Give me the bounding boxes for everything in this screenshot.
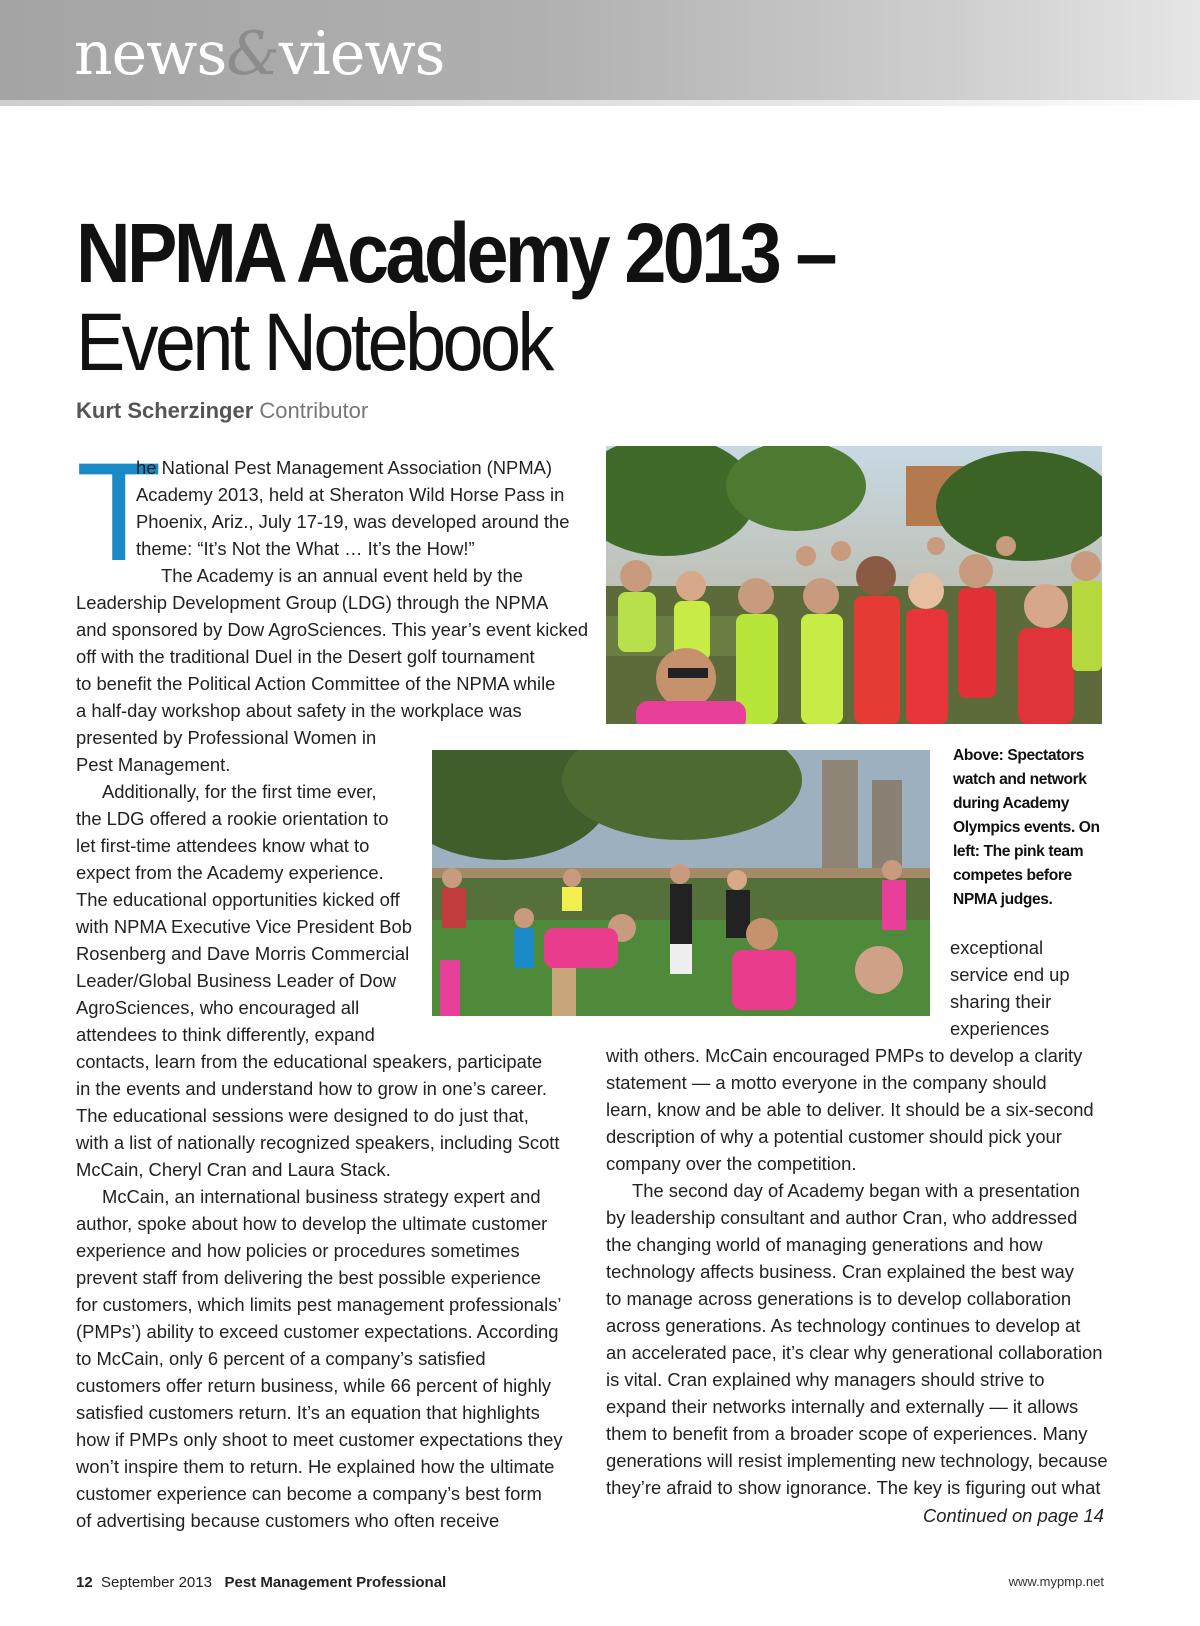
text-line: Rosenberg and Dave Morris Commercial xyxy=(76,943,410,964)
page-folio xyxy=(76,1572,446,1594)
text-line: the LDG offered a rookie orientation to xyxy=(76,808,389,829)
text-line: Additionally, for the first time ever, xyxy=(102,781,377,802)
photo-pink-team xyxy=(432,750,930,1016)
text-line: The educational opportunities kicked off xyxy=(76,889,400,910)
text-line: Academy 2013, held at Sheraton Wild Horse Pass in xyxy=(136,484,565,505)
text-line: expand their networks internally and externally — it allows xyxy=(606,1396,1079,1417)
text-line: off with the traditional Duel in the Desert golf tournament xyxy=(76,646,535,667)
text-line: McCain, Cheryl Cran and Laura Stack. xyxy=(76,1159,391,1180)
caption-line: Above: Spectators xyxy=(953,747,1084,764)
text-line: sharing their xyxy=(950,991,1052,1012)
website-url: www.mypmp.net xyxy=(1008,1574,1104,1589)
byline xyxy=(76,396,368,426)
photo-spectators-image xyxy=(606,446,1102,724)
text-line: an accelerated pace, it’s clear why generational collaboration xyxy=(606,1342,1103,1363)
text-line: experience and how policies or procedures sometimes xyxy=(76,1240,520,1261)
text-line: statement — a motto everyone in the company should xyxy=(606,1072,1047,1093)
text-line: contacts, learn from the educational speakers, participate xyxy=(76,1051,543,1072)
text-line: company over the competition. xyxy=(606,1153,857,1174)
text-line: Pest Management. xyxy=(76,754,231,775)
text-line: a half-day workshop about safety in the workplace was xyxy=(76,700,522,721)
publication-name: Pest Management Professional xyxy=(224,1574,447,1591)
text-line: The educational sessions were designed to do just that, xyxy=(76,1105,529,1126)
text-line: Leader/Global Business Leader of Dow xyxy=(76,970,396,991)
column-2-text-top xyxy=(950,934,1100,1042)
text-line: presented by Professional Women in xyxy=(76,727,377,748)
page-number: 12 xyxy=(76,1574,93,1591)
text-line: expect from the Academy experience. xyxy=(76,862,384,883)
text-line: satisfied customers return. It’s an equation that highlights xyxy=(76,1402,540,1423)
section-name xyxy=(74,20,444,88)
text-line: (PMPs’) ability to exceed customer expectations. According xyxy=(76,1321,559,1342)
text-line: technology affects business. Cran explained the best way xyxy=(606,1261,1074,1282)
section-word-news: news xyxy=(74,19,227,89)
text-line: for customers, which limits pest management professionals’ xyxy=(76,1294,562,1315)
text-line: and sponsored by Dow AgroSciences. This year’s event kicked xyxy=(76,619,589,640)
text-line: with others. McCain encouraged PMPs to develop a clarity xyxy=(606,1045,1083,1066)
text-line: generations will resist implementing new technology, because xyxy=(606,1450,1108,1471)
text-line: service end up xyxy=(950,964,1070,985)
text-line: customer experience can become a company’s best form xyxy=(76,1483,542,1504)
text-line: learn, know and be able to deliver. It should be a six-second xyxy=(606,1099,1094,1120)
drop-cap: T xyxy=(76,433,162,590)
caption-line: NPMA judges. xyxy=(953,891,1053,908)
text-line: of advertising because customers who often receive xyxy=(76,1510,500,1531)
photo-spectators xyxy=(606,446,1102,724)
continued-notice: Continued on page 14 xyxy=(923,1505,1104,1526)
text-line: in the events and understand how to grow in one’s career. xyxy=(76,1078,547,1099)
caption-line: competes before xyxy=(953,867,1072,884)
text-line: with NPMA Executive Vice President Bob xyxy=(76,916,412,937)
author-name: Kurt Scherzinger xyxy=(76,398,254,423)
text-line: Phoenix, Ariz., July 17-19, was developed around the xyxy=(136,511,570,532)
text-line: to benefit the Political Action Committee of the NPMA while xyxy=(76,673,556,694)
text-line: how if PMPs only shoot to meet customer expectations they xyxy=(76,1429,563,1450)
text-line: author, spoke about how to develop the ultimate customer xyxy=(76,1213,548,1234)
article-title: NPMA Academy 2013 – xyxy=(76,206,834,300)
caption-line: watch and network xyxy=(953,771,1087,788)
text-line: McCain, an international business strategy expert and xyxy=(102,1186,541,1207)
text-line: experiences xyxy=(950,1018,1050,1039)
caption-line: Olympics events. On xyxy=(953,819,1100,836)
text-line: to manage across generations is to develop collaboration xyxy=(606,1288,1072,1309)
photo-caption xyxy=(953,744,1100,912)
text-line: he National Pest Management Association (NPMA) xyxy=(136,457,553,478)
caption-line: during Academy xyxy=(953,795,1069,812)
text-line: customers offer return business, while 66 percent of highly xyxy=(76,1375,551,1396)
text-line: let first-time attendees know what to xyxy=(76,835,370,856)
section-ampersand: & xyxy=(226,19,279,89)
text-line: them to benefit from a broader scope of experiences. Many xyxy=(606,1423,1088,1444)
banner-divider xyxy=(0,100,1200,106)
text-line: they’re afraid to show ignorance. The key is figuring out what xyxy=(606,1477,1101,1498)
caption-line: left: The pink team xyxy=(953,843,1084,860)
photo-pink-team-image xyxy=(432,750,930,1016)
text-line: attendees to think differently, expand xyxy=(76,1024,375,1045)
text-line: exceptional xyxy=(950,937,1044,958)
text-line: theme: “It’s Not the What … It’s the How!” xyxy=(136,538,475,559)
text-line: The Academy is an annual event held by the xyxy=(161,565,523,586)
text-line: is vital. Cran explained why managers should strive to xyxy=(606,1369,1045,1390)
text-line: to McCain, only 6 percent of a company’s satisfied xyxy=(76,1348,486,1369)
text-line: description of why a potential customer should pick your xyxy=(606,1126,1062,1147)
issue-date: September 2013 xyxy=(101,1574,212,1591)
author-role: Contributor xyxy=(259,398,369,423)
text-line: AgroSciences, who encouraged all xyxy=(76,997,360,1018)
text-line: the changing world of managing generations and how xyxy=(606,1234,1043,1255)
text-line: across generations. As technology continues to develop at xyxy=(606,1315,1081,1336)
text-line: The second day of Academy began with a presentation xyxy=(632,1180,1080,1201)
text-line: won’t inspire them to return. He explained how the ultimate xyxy=(76,1456,555,1477)
text-line: with a list of nationally recognized speakers, including Scott xyxy=(76,1132,560,1153)
column-2-text xyxy=(606,1042,1106,1501)
section-word-views: views xyxy=(278,19,445,89)
text-line: by leadership consultant and author Cran, who addressed xyxy=(606,1207,1078,1228)
article-subtitle: Event Notebook xyxy=(76,297,551,388)
text-line: Leadership Development Group (LDG) through the NPMA xyxy=(76,592,549,613)
text-line: prevent staff from delivering the best possible experience xyxy=(76,1267,541,1288)
